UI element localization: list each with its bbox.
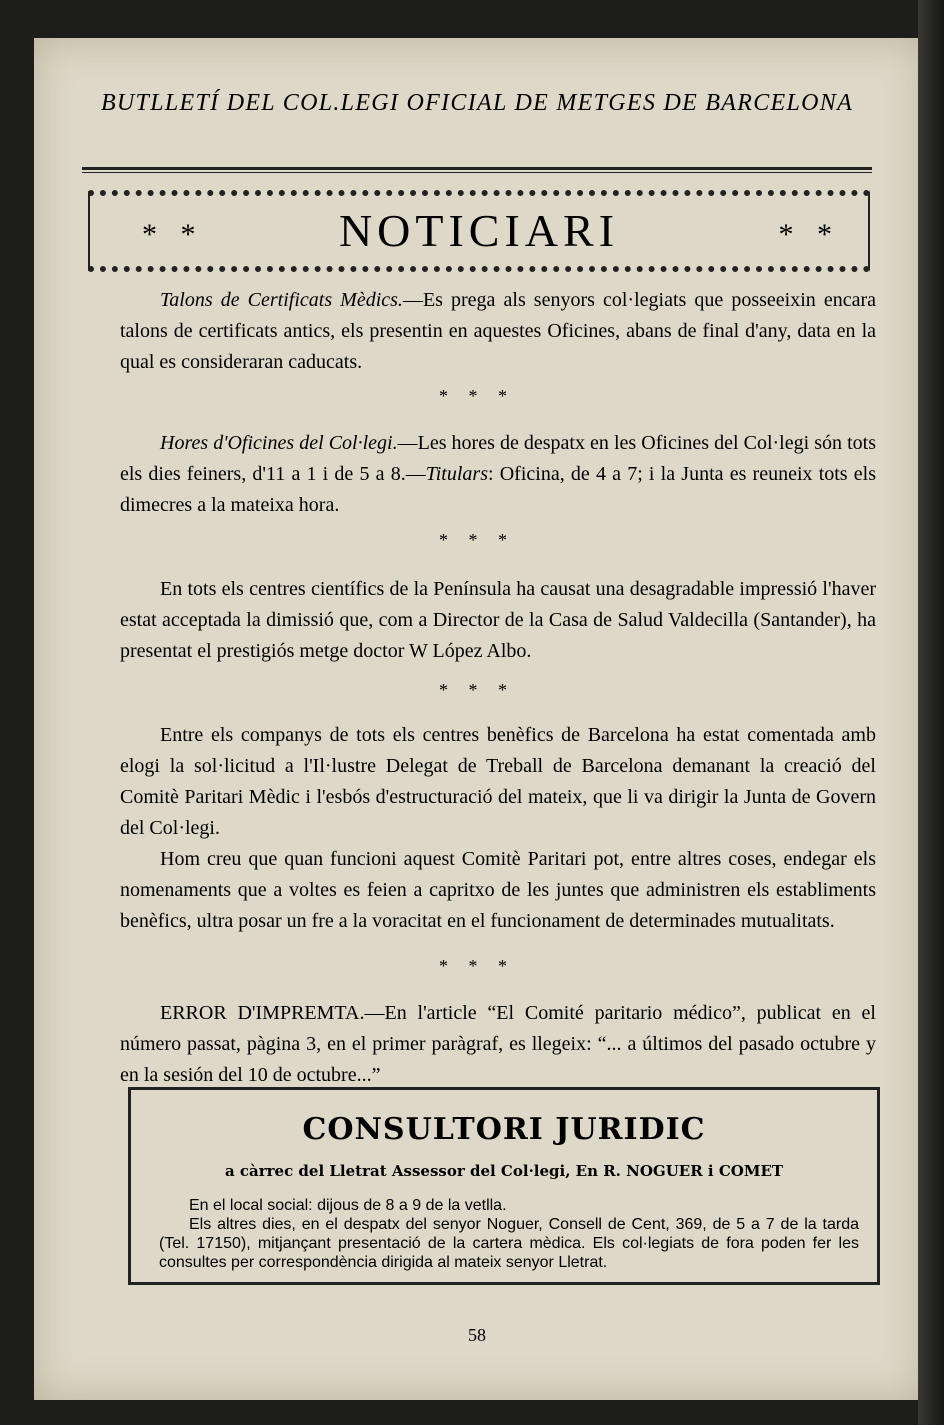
header-rule-thin — [82, 172, 872, 173]
separator-stars: * * * — [439, 530, 515, 550]
section-banner — [88, 190, 870, 272]
news-text: —Es prega als senyors col·legiats que posseeixin encara talons de certificats antics, els presentin en aquestes Oficines, abans de final d'any, data en la qual es consideraran caducats. — [120, 289, 876, 373]
news-text: —Les hores de despatx en les Oficines del Col·legi són tots els dies feiners, d'11 a 1 i de 5 a 8.— — [120, 432, 876, 485]
consultori-body — [159, 1196, 859, 1272]
separator-stars: * * * — [439, 956, 515, 976]
news-item-valdecilla — [120, 574, 876, 667]
book-spine — [918, 0, 944, 1425]
news-item-certificats — [120, 285, 876, 378]
news-item-comite-paritari — [120, 720, 876, 937]
banner-stars-right: * * — [778, 218, 840, 251]
running-header: BUTLLETÍ DEL COL.LEGI OFICIAL DE METGES DE BARCELONA — [100, 90, 854, 116]
news-text: ERROR D'IMPREMTA.—En l'article “El Comité paritario médico”, publicat en el número passat, pàgina 3, en el primer paràgraf, es llegeix: “... a últimos del pasado octubre y en la sesión del 10 de octubre...” — [120, 1002, 876, 1086]
news-lead-2: Titulars — [425, 463, 488, 485]
header-rule-thick — [82, 167, 872, 170]
page-number: 58 — [468, 1325, 486, 1345]
section-title: NOTICIARI — [338, 205, 620, 256]
news-item-hores — [120, 428, 876, 521]
news-text: En tots els centres científics de la Península ha causat una desagradable impressió l'haver estat acceptada la dimissió que, com a Director de la Casa de Salud Valdecilla (Santander), ha presentat el prestigiós metge doctor W López Albo. — [120, 578, 876, 662]
news-text-b: Hom creu que quan funcioni aquest Comitè Paritari pot, entre altres coses, endegar els nomenaments que a voltes es feien a capritxo de les juntes que administren els establiments benèfics, ultra posar un fre a la voracitat en el funcionament de determinades mutualitats. — [120, 848, 876, 932]
separator-stars: * * * — [439, 386, 515, 406]
news-lead: Hores d'Oficines del Col·legi. — [160, 432, 398, 454]
news-item-error-impremta — [120, 998, 876, 1091]
consultori-line-2: Els altres dies, en el despatx del senyor Noguer, Consell de Cent, 369, de 5 a 7 de la tarda (Tel. 17150), mitjançant presentació de la cartera mèdica. Els col·legiats de fora poden fer les consultes per correspondència dirigida al mateix senyor Lletrat. — [159, 1216, 859, 1271]
news-text-2: : Oficina, de 4 a 7; i la Junta es reuneix tots els dimecres a la mateixa hora. — [120, 463, 876, 516]
consultori-subtitle: a càrrec del Lletrat Assessor del Col·legi, En R. NOGUER i COMET — [224, 1162, 784, 1180]
separator-stars: * * * — [439, 680, 515, 700]
consultori-box — [128, 1087, 880, 1285]
news-lead: Talons de Certificats Mèdics. — [160, 289, 403, 311]
consultori-title: CONSULTORI JURIDIC — [302, 1112, 706, 1147]
consultori-line-1: En el local social: dijous de 8 a 9 de la vetlla. — [189, 1197, 507, 1214]
banner-stars-left: * * — [142, 218, 204, 251]
news-text: Entre els companys de tots els centres benèfics de Barcelona ha estat comentada amb elogi la sol·licitud a l'Il·lustre Delegat de Treball de Barcelona demanant la creació del Comitè Paritari Mèdic i l'esbós d'estructuració del mateix, que li va dirigir la Junta de Govern del Col·legi. — [120, 724, 876, 839]
